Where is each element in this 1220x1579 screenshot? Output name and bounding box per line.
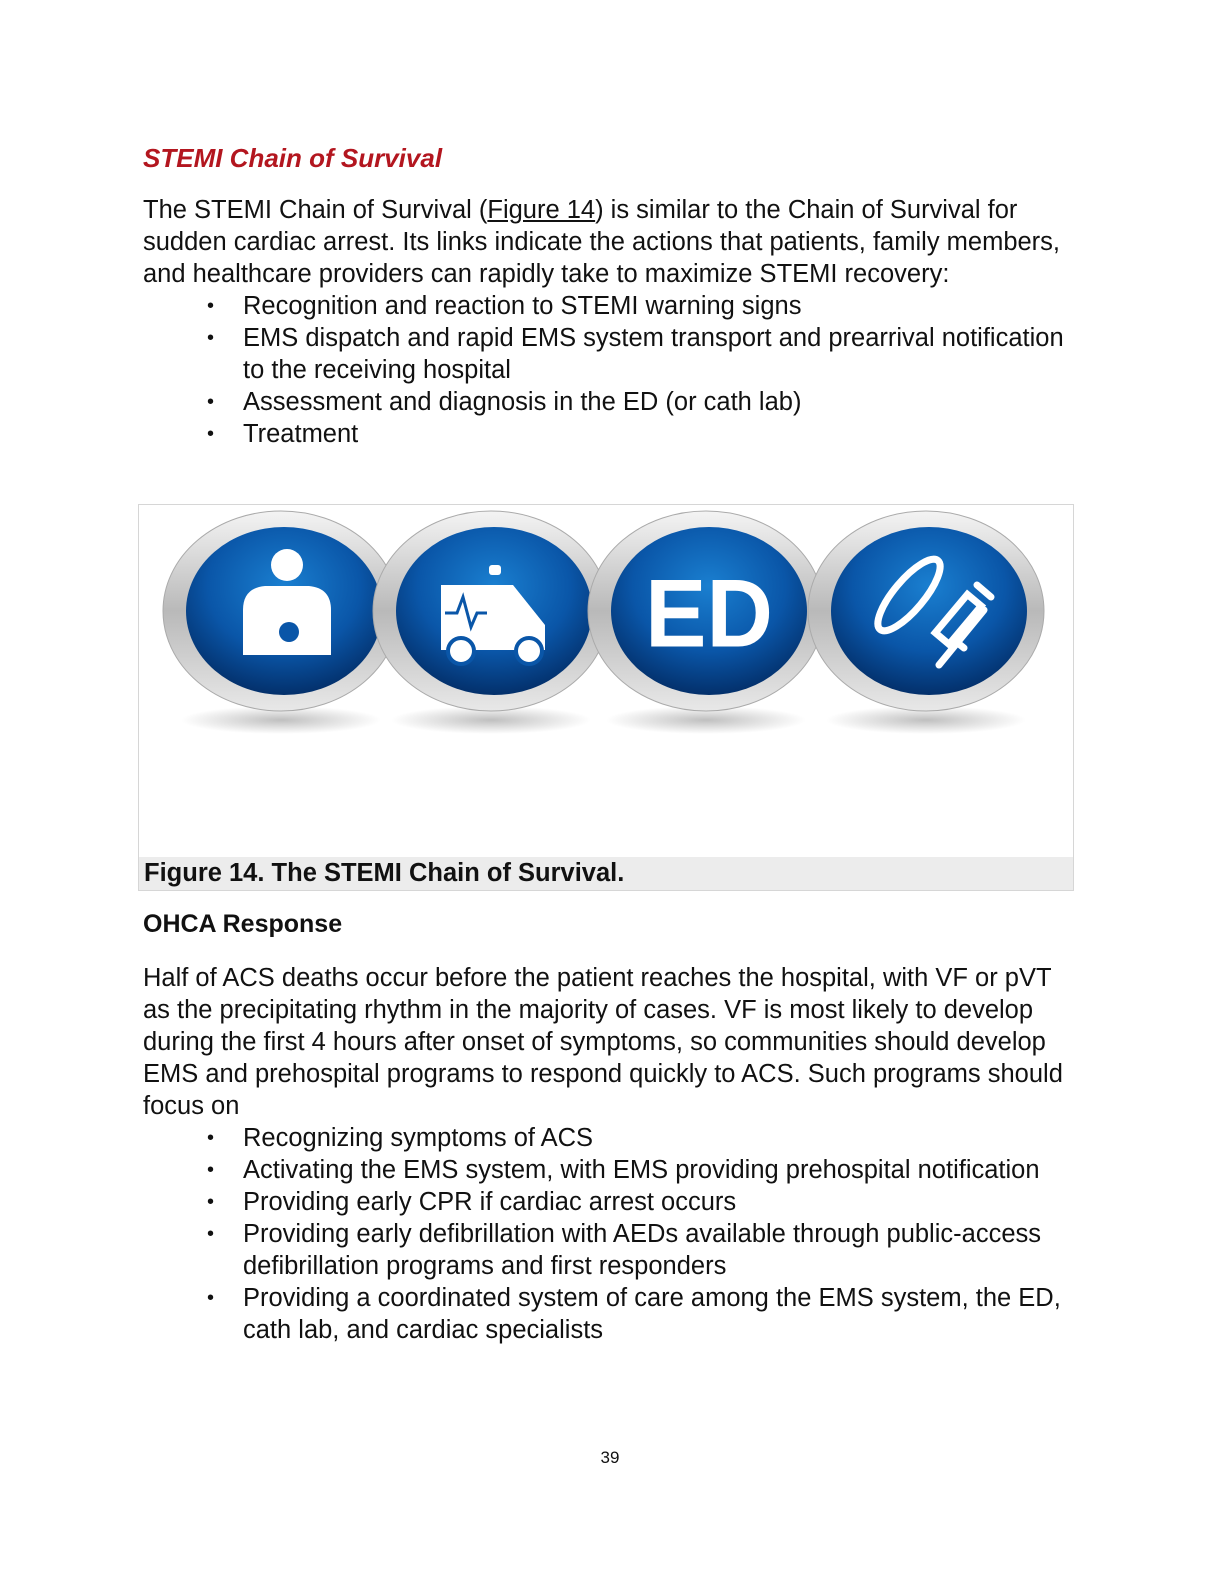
link-ed [588,511,824,711]
ohca-paragraph: Half of ACS deaths occur before the patient reaches the hospital, with VF or pVT as the precipitating rhythm in the majority of cases. VF is most likely to develop during the first 4 hours after onset of symptoms, so communities should develop EMS and prehospital programs to respond quickly to ACS. Such programs should focus on [143,964,1063,1120]
intro-section [143,194,1083,450]
intro-text: ) is similar to the Chain of Survival for sudden cardiac arrest. Its links indicate the actions that patients, family members, and healthcare providers can rapidly take to maximize STEMI recovery: [143,196,1061,288]
list-item: • Providing early CPR if cardiac arrest occurs [143,1186,1083,1218]
link-ems [373,511,609,711]
intro-paragraph [143,194,1083,290]
link-treatment [808,511,1044,711]
figure-caption: Figure 14. The STEMI Chain of Survival. [139,857,1073,890]
list-item: • EMS dispatch and rapid EMS system transport and prearrival notification to the receiving hospital [143,322,1083,386]
figure-14-link[interactable]: Figure 14 [487,196,596,224]
chain-of-survival-image [139,505,1073,857]
ohca-heading: OHCA Response [143,910,343,938]
list-item: • Assessment and diagnosis in the ED (or cath lab) [143,386,1083,418]
section-title: STEMI Chain of Survival [143,143,443,173]
list-item: • Treatment [143,418,1083,450]
page-number: 39 [600,1448,620,1467]
ed-icon: ED [645,559,773,668]
link-shadows [181,706,1026,734]
list-item: • Providing a coordinated system of care among the EMS system, the ED, cath lab, and cardiac specialists [143,1282,1083,1346]
intro-text: The STEMI Chain of Survival ( [143,196,488,224]
ohca-bullet-list [143,1122,1083,1346]
figure-14 [138,504,1074,891]
list-item: • Providing early defibrillation with AEDs available through public-access defibrillation programs and first responders [143,1218,1083,1282]
link-recognition [163,511,399,711]
list-item: • Recognizing symptoms of ACS [143,1122,1083,1154]
list-item: • Activating the EMS system, with EMS providing prehospital notification [143,1154,1083,1186]
intro-bullet-list [143,290,1083,450]
ohca-section [143,962,1083,1346]
list-item: • Recognition and reaction to STEMI warning signs [143,290,1083,322]
